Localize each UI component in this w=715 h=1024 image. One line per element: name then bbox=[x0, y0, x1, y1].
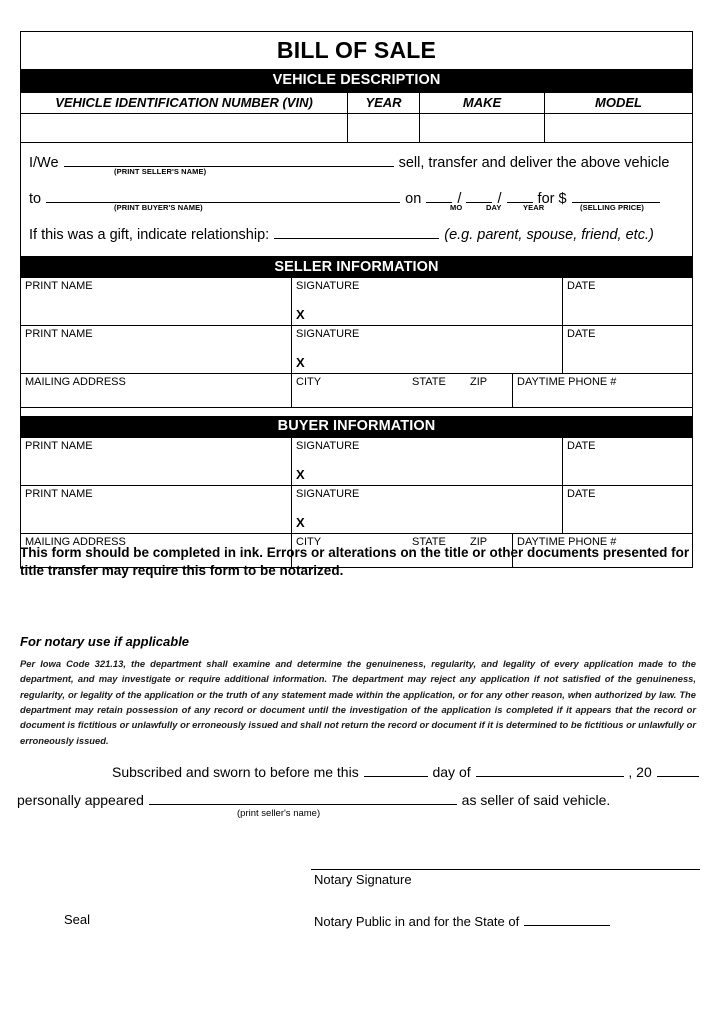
buyer-2-signature-cell[interactable] bbox=[292, 486, 563, 533]
vehicle-entry-row bbox=[21, 114, 692, 143]
label-mailing-address: MAILING ADDRESS bbox=[25, 535, 126, 548]
signature-x-marker: X bbox=[296, 307, 305, 323]
gift-example-label: (e.g. parent, spouse, friend, etc.) bbox=[444, 226, 654, 243]
table-row bbox=[21, 326, 692, 374]
statement-to-label: to bbox=[29, 190, 42, 207]
label-signature: SIGNATURE bbox=[296, 280, 360, 293]
page-title: BILL OF SALE bbox=[21, 32, 692, 70]
vin-input-cell[interactable] bbox=[21, 114, 348, 142]
caption-selling-price: (SELLING PRICE) bbox=[580, 202, 645, 212]
seller-information-table bbox=[21, 278, 692, 408]
section-spacer bbox=[21, 408, 692, 416]
notary-signature-line[interactable] bbox=[311, 869, 700, 870]
label-print-name: PRINT NAME bbox=[25, 280, 93, 293]
notary-signature-label: Notary Signature bbox=[314, 872, 412, 887]
seller-daytime-phone-cell[interactable] bbox=[513, 374, 692, 407]
statement-line-buyer bbox=[29, 189, 684, 212]
table-row bbox=[21, 374, 692, 408]
seller-1-date-cell[interactable] bbox=[563, 278, 692, 325]
label-daytime-phone: DAYTIME PHONE # bbox=[517, 535, 617, 548]
column-header-year: YEAR bbox=[348, 93, 420, 113]
seller-mailing-address-cell[interactable] bbox=[21, 374, 292, 407]
statement-iwe-label: I/We bbox=[29, 154, 59, 171]
statement-sell-transfer-label: sell, transfer and deliver the above vehicle bbox=[398, 154, 670, 171]
ink-notice-text: This form should be completed in ink. Errors or alterations on the title or other documents presented for title transfer may require this form to be notarized. bbox=[20, 545, 690, 579]
buyer-information-header: BUYER INFORMATION bbox=[21, 416, 692, 438]
model-input-cell[interactable] bbox=[545, 114, 692, 142]
statement-for-label: for $ bbox=[537, 190, 567, 207]
buyer-name-blank[interactable] bbox=[46, 189, 400, 203]
year-input-cell[interactable] bbox=[348, 114, 420, 142]
label-signature: SIGNATURE bbox=[296, 439, 360, 452]
seller-name-blank[interactable] bbox=[64, 153, 394, 167]
buyer-2-print-name-cell[interactable] bbox=[21, 486, 292, 533]
caption-print-buyers-name: (PRINT BUYER'S NAME) bbox=[114, 202, 203, 212]
column-header-make: MAKE bbox=[420, 93, 545, 113]
date-slash-1: / bbox=[457, 190, 462, 207]
appeared-prefix-label: personally appeared bbox=[17, 792, 144, 808]
buyer-1-print-name-cell[interactable] bbox=[21, 438, 292, 485]
signature-x-marker: X bbox=[296, 515, 305, 531]
signature-x-marker: X bbox=[296, 355, 305, 371]
make-input-cell[interactable] bbox=[420, 114, 545, 142]
sworn-day-of-label: day of bbox=[432, 764, 471, 780]
table-row bbox=[21, 486, 692, 534]
label-mailing-address: MAILING ADDRESS bbox=[25, 376, 126, 389]
sworn-statement-line bbox=[112, 763, 700, 780]
signature-x-marker: X bbox=[296, 467, 305, 483]
label-print-name: PRINT NAME bbox=[25, 487, 93, 500]
year-blank[interactable] bbox=[507, 189, 533, 203]
buyer-1-signature-cell[interactable] bbox=[292, 438, 563, 485]
transfer-statement-block bbox=[21, 143, 692, 257]
label-print-name: PRINT NAME bbox=[25, 328, 93, 341]
notary-seal-label: Seal bbox=[64, 912, 91, 927]
label-zip: ZIP bbox=[470, 535, 488, 548]
notary-public-state-label: Notary Public in and for the State of bbox=[314, 914, 520, 929]
appeared-suffix-label: as seller of said vehicle. bbox=[461, 792, 611, 808]
notary-legal-paragraph: Per Iowa Code 321.13, the department shall examine and determine the genuineness, regularity, and legality of every application made to the department, and may investigate or require additional information. The department may reject any application if not satisfied of the genuineness, regularity, or legality of the application or the truth of any statement made within the application, or for any other reason, when authorized by law. The department may retain possession of any record or document until the investigation of the application is completed if it appears that the record or document is fictitious or unlawfully or erroneously issued and shall not return the record or document if it is determined to be fictitious or unlawfully or erroneously issued. bbox=[20, 658, 696, 746]
seller-1-signature-cell[interactable] bbox=[292, 278, 563, 325]
label-print-name: PRINT NAME bbox=[25, 439, 93, 452]
date-slash-2: / bbox=[497, 190, 502, 207]
caption-mo: MO bbox=[450, 202, 463, 212]
seller-city-cell[interactable] bbox=[292, 374, 408, 407]
sworn-prefix-label: Subscribed and sworn to before me this bbox=[112, 764, 359, 780]
seller-2-date-cell[interactable] bbox=[563, 326, 692, 373]
label-date: DATE bbox=[567, 280, 596, 293]
column-header-vin: VEHICLE IDENTIFICATION NUMBER (VIN) bbox=[21, 93, 348, 113]
day-blank[interactable] bbox=[466, 189, 492, 203]
notary-section-heading: For notary use if applicable bbox=[20, 634, 190, 649]
label-city: CITY bbox=[296, 376, 322, 389]
selling-price-blank[interactable] bbox=[572, 189, 660, 203]
seller-1-print-name-cell[interactable] bbox=[21, 278, 292, 325]
statement-line-gift bbox=[29, 225, 684, 244]
vehicle-column-headers bbox=[21, 92, 692, 114]
appeared-name-blank[interactable] bbox=[149, 791, 457, 805]
label-signature: SIGNATURE bbox=[296, 328, 360, 341]
label-date: DATE bbox=[567, 439, 596, 452]
caption-day: DAY bbox=[486, 202, 502, 212]
sworn-month-blank[interactable] bbox=[476, 763, 624, 777]
label-date: DATE bbox=[567, 328, 596, 341]
seller-zip-cell[interactable] bbox=[466, 374, 513, 407]
notary-public-state-line bbox=[314, 912, 611, 929]
month-blank[interactable] bbox=[426, 189, 452, 203]
label-zip: ZIP bbox=[470, 376, 488, 389]
label-city: CITY bbox=[296, 535, 322, 548]
form-outer-box bbox=[20, 31, 693, 568]
caption-print-sellers-name: (PRINT SELLER'S NAME) bbox=[114, 166, 207, 176]
seller-information-header: SELLER INFORMATION bbox=[21, 257, 692, 279]
label-daytime-phone: DAYTIME PHONE # bbox=[517, 376, 617, 389]
sworn-year-blank[interactable] bbox=[657, 763, 699, 777]
sworn-year-prefix-label: , 20 bbox=[628, 764, 652, 780]
caption-year: YEAR bbox=[523, 202, 545, 212]
seller-state-cell[interactable] bbox=[408, 374, 466, 407]
table-row bbox=[21, 438, 692, 486]
caption-print-sellers-name-notary: (print seller's name) bbox=[237, 808, 321, 819]
gift-relationship-blank[interactable] bbox=[274, 225, 439, 239]
label-signature: SIGNATURE bbox=[296, 487, 360, 500]
vehicle-description-header: VEHICLE DESCRIPTION bbox=[21, 70, 692, 92]
buyer-2-date-cell[interactable] bbox=[563, 486, 692, 533]
label-date: DATE bbox=[567, 487, 596, 500]
sworn-day-blank[interactable] bbox=[364, 763, 428, 777]
statement-line-seller bbox=[29, 153, 684, 176]
buyer-1-date-cell[interactable] bbox=[563, 438, 692, 485]
seller-2-signature-cell[interactable] bbox=[292, 326, 563, 373]
label-state: STATE bbox=[412, 376, 446, 389]
label-state: STATE bbox=[412, 535, 446, 548]
table-row bbox=[21, 278, 692, 326]
seller-2-print-name-cell[interactable] bbox=[21, 326, 292, 373]
personally-appeared-line bbox=[17, 791, 610, 808]
gift-relationship-label: If this was a gift, indicate relationship: bbox=[29, 226, 270, 243]
column-header-model: MODEL bbox=[595, 94, 642, 110]
statement-on-label: on bbox=[405, 190, 422, 207]
notary-state-blank[interactable] bbox=[524, 912, 610, 926]
